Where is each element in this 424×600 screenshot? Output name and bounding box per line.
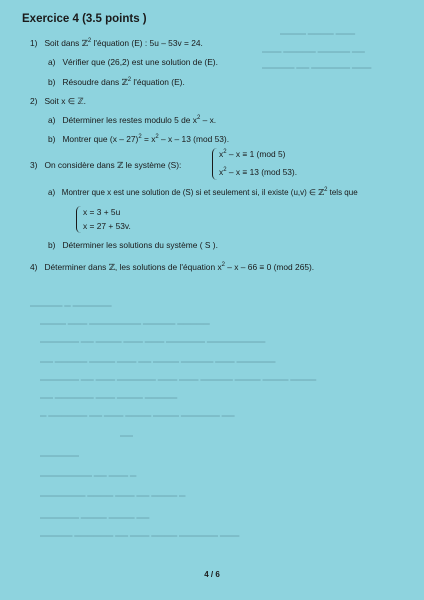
item-label: a) bbox=[48, 115, 56, 125]
integers-set-symbol: ℤ bbox=[318, 188, 325, 197]
question-3b bbox=[48, 240, 218, 250]
question-number: 3) bbox=[30, 160, 38, 170]
variable: x bbox=[219, 149, 224, 159]
equation-text: – x ≡ 1 (mod 5) bbox=[226, 149, 286, 159]
relation-2: x = 27 + 53v. bbox=[83, 221, 131, 231]
integers-set-symbol: ℤ bbox=[121, 77, 128, 87]
equation-text: – x ≡ 13 (mod 53). bbox=[226, 167, 298, 177]
item-text-end: tels que bbox=[327, 188, 358, 197]
question-1b bbox=[48, 77, 185, 87]
exponent: 2 bbox=[221, 262, 225, 268]
item-text-end: l'équation (E). bbox=[131, 77, 185, 87]
item-label: a) bbox=[48, 57, 56, 67]
exponent: 2 bbox=[324, 187, 328, 193]
question-1-stem bbox=[30, 38, 203, 48]
item-label: b) bbox=[48, 240, 56, 250]
exponent: 2 bbox=[155, 134, 159, 140]
exponent: 2 bbox=[138, 134, 142, 140]
item-text-mid: = x bbox=[141, 134, 156, 144]
stem-prefix: Déterminer dans bbox=[44, 262, 109, 272]
item-label: a) bbox=[48, 188, 56, 197]
question-number: 4) bbox=[30, 262, 38, 272]
question-number: 1) bbox=[30, 38, 38, 48]
integers-set-symbol: ℤ bbox=[117, 160, 124, 170]
system-brace bbox=[212, 148, 218, 180]
question-3a bbox=[48, 188, 358, 197]
item-text: Montrer que x est une solution de (S) si et seulement si, il existe (u,v) ∈ bbox=[61, 188, 319, 197]
stem-prefix: On considère dans bbox=[44, 160, 118, 170]
stem-prefix: Soit dans bbox=[44, 38, 82, 48]
exercise-title: Exercice 4 (3.5 points ) bbox=[22, 13, 147, 25]
stem-suffix: l'équation (E) : 5u – 53v = 24. bbox=[91, 38, 203, 48]
stem-suffix: – x – 66 ≡ 0 (mod 265). bbox=[224, 262, 315, 272]
exponent: 2 bbox=[223, 149, 227, 155]
stem-mid: , les solutions de l'équation x bbox=[114, 262, 222, 272]
exam-page: ▬▬▬▬ ▬▬▬▬ ▬▬▬ ▬▬▬ ▬▬▬▬▬ ▬▬▬▬▬ ▬▬ ▬▬▬▬▬ ▬▬ ▬▬▬▬▬▬ ▬▬▬ ▬▬▬▬▬ ▬ ▬▬▬▬▬▬ ▬▬▬▬ ▬▬▬ ▬▬▬▬▬▬▬▬ ▬▬▬▬▬ ▬▬▬▬▬ ▬▬▬▬▬▬ ▬▬ ▬▬▬▬ ▬▬▬ ▬▬▬ ▬▬▬▬▬▬ ▬▬▬▬▬▬▬▬▬ ▬▬ ▬▬▬▬▬ ▬▬▬▬ ▬▬▬ ▬▬ ▬▬▬▬ ▬▬▬▬▬ ▬▬▬ ▬▬▬▬▬▬ ▬▬▬▬▬▬ ▬▬ ▬▬▬ ▬▬▬▬▬▬ ▬▬▬ ▬▬▬ ▬▬▬▬▬ ▬▬▬▬ ▬▬▬▬ ▬▬▬▬ ▬▬ ▬▬▬▬▬▬ ▬▬▬ ▬▬▬▬ ▬▬▬▬▬ ▬ ▬▬▬▬▬▬ ▬▬ ▬▬▬ ▬▬▬▬ ▬▬▬▬ ▬▬▬▬▬▬ ▬▬ ▬▬ ▬▬▬▬▬▬ ▬▬▬▬▬▬▬▬ ▬▬ ▬▬▬ ▬ ▬▬▬▬▬▬▬ ▬▬▬▬ ▬▬▬ ▬▬ ▬▬▬▬ ▬ ▬▬▬▬▬▬ ▬▬▬▬ ▬▬▬▬ ▬▬ ▬▬▬▬▬ ▬▬▬▬▬▬ ▬▬ ▬▬▬ ▬▬▬▬ ▬▬▬▬▬▬ ▬▬▬ Exercice 4 (3.5 points ) 1) Soit dans ℤ$^2$ l'équation (E) : 5u – 53v = 24. a) Vérifier que (26,2) est une solution de (E). b) Résoudre dans ℤ$^2$ l'équation (E). 2) Soit x ∈ ℤ. a) Déterminer les restes modulo 5 de $x^2$ – x. b) Montrer que $(x - 27)^2 = x^2 - x - 13$ (mod 53). 3) On considère dans ℤ le système (S): $x^2 - x \equiv 1$ (mod 5) $x^2 - x \equiv 13$ (mod 53). a) Montrer que x est une solution de (S) si et seulement si, il existe (u,v) ∈ ℤ$^2$ tels que x = 3 + 5u x = 27 + 53v. b) Déterminer les solutions du système ( S ). 4) Déterminer dans ℤ, les solutions de l'équation $x^2 - x - 66 \equiv 0$ (mod 265). 4 / 6 bbox=[0, 0, 424, 600]
question-2-stem bbox=[30, 96, 86, 106]
stem-suffix: le système (S): bbox=[123, 160, 182, 170]
item-label: b) bbox=[48, 77, 56, 87]
integers-set-symbol: ℤ bbox=[108, 262, 115, 272]
exponent: 2 bbox=[196, 115, 201, 121]
question-3-stem bbox=[30, 160, 181, 170]
equation-brace bbox=[76, 206, 82, 233]
exponent: 2 bbox=[127, 77, 132, 83]
exponent: 2 bbox=[87, 38, 92, 44]
question-2b bbox=[48, 134, 229, 144]
question-2a bbox=[48, 115, 216, 125]
question-1a bbox=[48, 57, 218, 67]
item-label: b) bbox=[48, 134, 56, 144]
item-text-end: – x – 13 (mod 53). bbox=[158, 134, 230, 144]
variable: x bbox=[219, 167, 224, 177]
item-text-end: – x. bbox=[200, 115, 217, 125]
item-text: Résoudre dans bbox=[62, 77, 122, 87]
exponent: 2 bbox=[223, 167, 227, 173]
item-text: Déterminer les restes modulo 5 de x bbox=[62, 115, 197, 125]
item-text: Vérifier que (26,2) est une solution de (E). bbox=[62, 57, 218, 67]
page-number: 4 / 6 bbox=[204, 570, 220, 579]
stem-text: Soit x ∈ ℤ. bbox=[44, 96, 86, 106]
system-equation-2 bbox=[219, 167, 297, 177]
item-text: Montrer que (x – 27) bbox=[62, 134, 139, 144]
system-equation-1 bbox=[219, 149, 285, 159]
question-4 bbox=[30, 262, 314, 272]
item-text: Déterminer les solutions du système ( S ). bbox=[62, 240, 218, 250]
question-number: 2) bbox=[30, 96, 38, 106]
integers-set-symbol: ℤ bbox=[81, 38, 88, 48]
relation-1: x = 3 + 5u bbox=[83, 207, 121, 217]
